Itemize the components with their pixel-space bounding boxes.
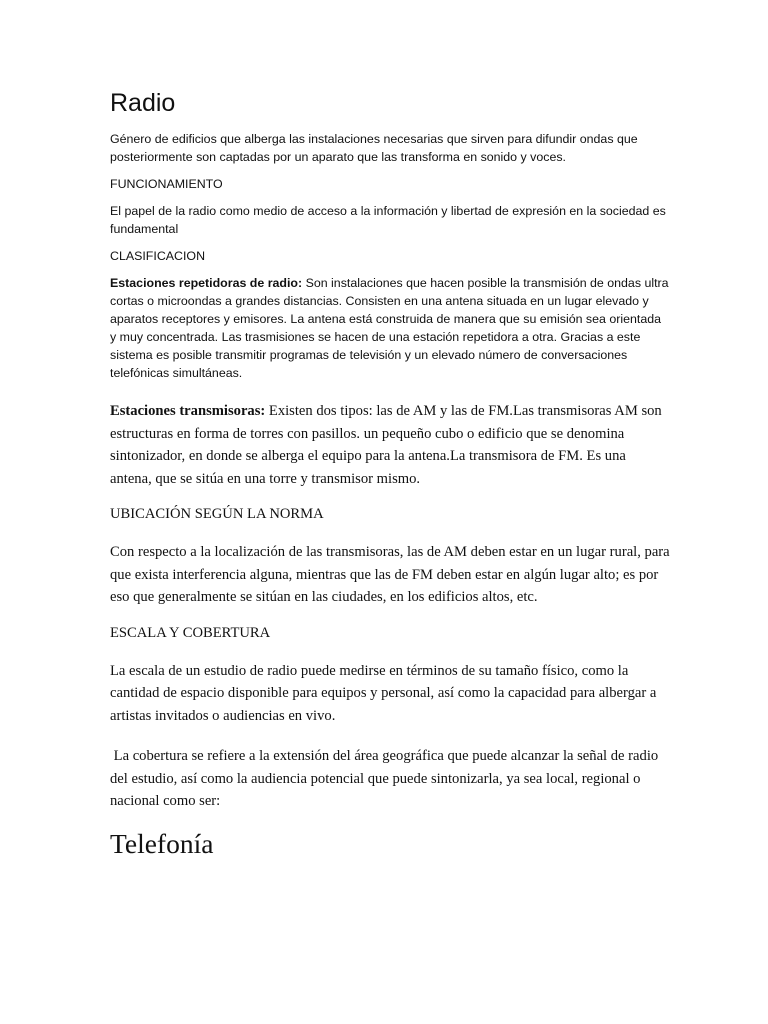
cobertura-paragraph: La cobertura se refiere a la extensión del área geográfica que puede alcanzar la señal de radio del estudio, así como la audiencia potencial que puede sintonizarla, ya sea local, regional o nacional como ser: [110, 748, 662, 809]
repetidoras-paragraph [110, 274, 670, 382]
repetidoras-text: Son instalaciones que hacen posible la transmisión de ondas ultra cortas o microondas a grandes distancias. Consisten en una antena situada en un lugar elevado y aparatos receptores y emisores. La antena está construida de manera que su emisión sea orientada y muy concentrada. Las trasmisiones se hacen de una estación repetidora a otra. Gracias a este sistema es posible transmitir programas de televisión y un elevado número de conversaciones telefónicas simultáneas. [110, 276, 669, 380]
ubicacion-paragraph: Con respecto a la localización de las transmisoras, las de AM deben estar en un lugar rural, para que exista interferencia alguna, mientras que las de FM deben estar en algún lugar alto; es por eso que generalmente se sitúan en las ciudades, en los edificios altos, etc. [110, 544, 670, 605]
transmisoras-text: Existen dos tipos: las de AM y las de FM.Las transmisoras AM son estructuras en forma de torres con pasillos. un pequeño cubo o edificio que se denomina sintonizador, en donde se alberga el equipo para la antena.La transmisora de FM. Es una antena, que se sitúa en una torre y transmisor mismo. [110, 403, 662, 487]
escala-paragraph: La escala de un estudio de radio puede medirse en términos de su tamaño físico, como la cantidad de espacio disponible para equipos y personal, así como la capacidad para albergar a artistas invitados o audiencias en vivo. [110, 662, 657, 724]
heading-telefonia: Telefonía [110, 827, 214, 859]
transmisoras-paragraph [110, 400, 670, 490]
heading-radio: Radio [110, 89, 176, 117]
document-page [110, 86, 670, 861]
intro-paragraph: Género de edificios que alberga las instalaciones necesarias que sirven para difundir ondas que posteriormente son captadas por un aparato que las transforma en sonido y voces. [110, 132, 638, 164]
ubicacion-label: UBICACIÓN SEGÚN LA NORMA [110, 506, 324, 522]
transmisoras-term: Estaciones transmisoras: [110, 403, 266, 419]
clasificacion-label: CLASIFICACION [110, 249, 206, 263]
repetidoras-term: Estaciones repetidoras de radio: [110, 276, 303, 290]
funcionamiento-paragraph: El papel de la radio como medio de acceso a la información y libertad de expresión en la sociedad es fundamental [110, 204, 666, 236]
escala-label: ESCALA Y COBERTURA [110, 624, 271, 641]
funcionamiento-label: FUNCIONAMIENTO [110, 177, 223, 191]
